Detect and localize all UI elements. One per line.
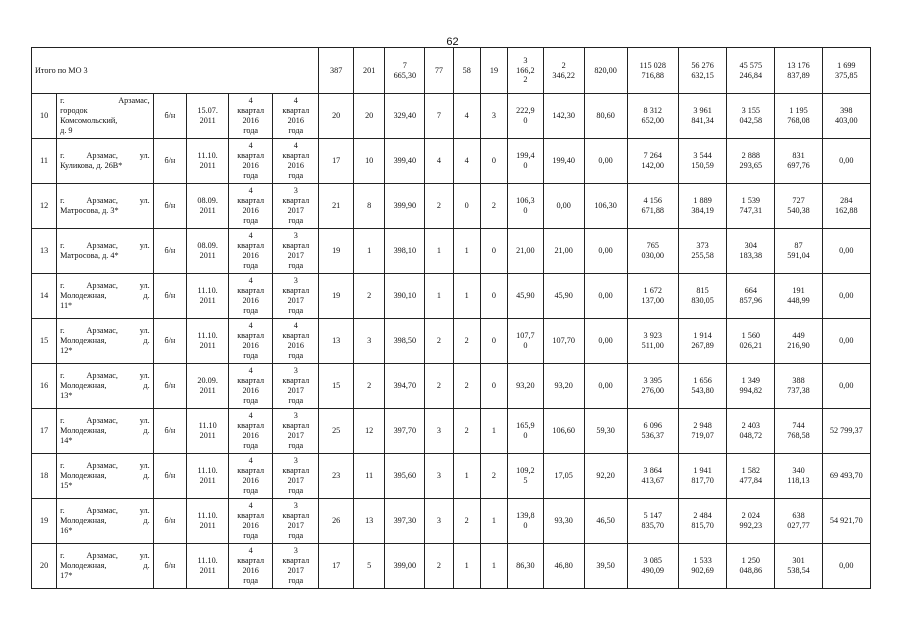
cost-total: 765 030,00 — [627, 229, 678, 274]
residents-total: 23 — [319, 454, 354, 499]
cost-total: 1 672 137,00 — [627, 274, 678, 319]
total-area-total: 7 665,30 — [385, 48, 425, 94]
residents-total: 25 — [319, 409, 354, 454]
cost-federal: 2 948 719,07 — [678, 409, 726, 454]
cost-local: 638 027,77 — [775, 499, 822, 544]
cost-total: 6 096 536,37 — [627, 409, 678, 454]
row-number: 10 — [32, 94, 57, 139]
cost-federal: 815 830,05 — [678, 274, 726, 319]
area-resettled: 199,4 0 — [508, 139, 544, 184]
document-date: 08.09. 2011 — [187, 184, 229, 229]
cost-regional: 3 155 042,58 — [727, 94, 775, 139]
row-number: 12 — [32, 184, 57, 229]
cost-regional: 2 024 992,23 — [727, 499, 775, 544]
total-flats-total: 77 — [425, 48, 453, 94]
flats-total: 2 — [425, 544, 453, 589]
table-row — [32, 319, 871, 364]
address-cell: г. Арзамас, ул. Молодежная, д. 16* — [57, 499, 153, 544]
residents-resettled: 13 — [353, 499, 384, 544]
cost-total: 3 864 413,67 — [627, 454, 678, 499]
planned-end: 3 квартал 2017 года — [273, 499, 319, 544]
residents-resettled: 1 — [353, 229, 384, 274]
residents-resettled: 2 — [353, 274, 384, 319]
document-number: б/н — [153, 184, 187, 229]
document-date: 15.07. 2011 — [187, 94, 229, 139]
cost-total: 5 147 835,70 — [627, 499, 678, 544]
flats-private: 2 — [453, 499, 480, 544]
cost-regional: 304 183,38 — [727, 229, 775, 274]
total-cost-total: 115 028 716,88 — [627, 48, 678, 94]
total-area-municipal: 820,00 — [584, 48, 627, 94]
document-date: 11.10. 2011 — [187, 454, 229, 499]
cost-federal: 3 961 841,34 — [678, 94, 726, 139]
address-cell: г. Арзамас, ул. Молодежная, д. 17* — [57, 544, 153, 589]
document-date: 11.10. 2011 — [187, 499, 229, 544]
residents-resettled: 20 — [353, 94, 384, 139]
residents-total: 17 — [319, 544, 354, 589]
flats-private: 4 — [453, 94, 480, 139]
total-area-resettled: 3 166,2 2 — [508, 48, 544, 94]
area-total: 398,50 — [385, 319, 425, 364]
flats-municipal: 0 — [480, 229, 507, 274]
area-resettled: 107,7 0 — [508, 319, 544, 364]
flats-total: 7 — [425, 94, 453, 139]
table-row — [32, 139, 871, 184]
planned-end: 3 квартал 2017 года — [273, 274, 319, 319]
total-flats-private: 58 — [453, 48, 480, 94]
area-total: 395,60 — [385, 454, 425, 499]
cost-local: 744 768,58 — [775, 409, 822, 454]
document-date: 11.10. 2011 — [187, 319, 229, 364]
flats-total: 3 — [425, 499, 453, 544]
planned-end: 3 квартал 2017 года — [273, 409, 319, 454]
cost-regional: 1 539 747,31 — [727, 184, 775, 229]
cost-local: 301 538,54 — [775, 544, 822, 589]
cost-local: 87 591,04 — [775, 229, 822, 274]
document-date: 11.10. 2011 — [187, 139, 229, 184]
cost-local: 1 195 768,08 — [775, 94, 822, 139]
flats-total: 4 — [425, 139, 453, 184]
area-private: 0,00 — [543, 184, 584, 229]
area-municipal: 92,20 — [584, 454, 627, 499]
cost-total: 3 923 511,00 — [627, 319, 678, 364]
area-private: 142,30 — [543, 94, 584, 139]
flats-total: 1 — [425, 274, 453, 319]
table-row — [32, 274, 871, 319]
area-total: 329,40 — [385, 94, 425, 139]
residents-resettled: 5 — [353, 544, 384, 589]
cost-regional: 2 403 048,72 — [727, 409, 775, 454]
row-number: 20 — [32, 544, 57, 589]
area-total: 399,90 — [385, 184, 425, 229]
address-cell: г. Арзамас, ул. Куликова, д. 26В* — [57, 139, 153, 184]
area-municipal: 0,00 — [584, 319, 627, 364]
address-cell: г. Арзамас, ул. Молодежная, д. 14* — [57, 409, 153, 454]
cost-local: 388 737,38 — [775, 364, 822, 409]
cost-extra: 398 403,00 — [822, 94, 870, 139]
area-resettled: 165,9 0 — [508, 409, 544, 454]
planned-start: 4 квартал 2016 года — [229, 274, 273, 319]
flats-municipal: 2 — [480, 184, 507, 229]
flats-total: 3 — [425, 454, 453, 499]
document-number: б/н — [153, 454, 187, 499]
document-number: б/н — [153, 94, 187, 139]
planned-start: 4 квартал 2016 года — [229, 499, 273, 544]
cost-total: 3 395 276,00 — [627, 364, 678, 409]
residents-resettled: 12 — [353, 409, 384, 454]
residents-total: 13 — [319, 319, 354, 364]
area-private: 106,60 — [543, 409, 584, 454]
area-total: 390,10 — [385, 274, 425, 319]
document-number: б/н — [153, 229, 187, 274]
area-total: 397,70 — [385, 409, 425, 454]
residents-resettled: 11 — [353, 454, 384, 499]
cost-extra: 0,00 — [822, 274, 870, 319]
area-resettled: 45,90 — [508, 274, 544, 319]
area-municipal: 80,60 — [584, 94, 627, 139]
total-cost-extra: 1 699 375,85 — [822, 48, 870, 94]
planned-end: 3 квартал 2017 года — [273, 229, 319, 274]
address-cell: г. Арзамас, ул. Матросова, д. 4* — [57, 229, 153, 274]
area-private: 46,80 — [543, 544, 584, 589]
area-municipal: 0,00 — [584, 139, 627, 184]
planned-end: 3 квартал 2017 года — [273, 364, 319, 409]
area-municipal: 59,30 — [584, 409, 627, 454]
area-resettled: 21,00 — [508, 229, 544, 274]
document-date: 08.09. 2011 — [187, 229, 229, 274]
row-number: 14 — [32, 274, 57, 319]
document-number: б/н — [153, 139, 187, 184]
cost-extra: 284 162,88 — [822, 184, 870, 229]
area-total: 398,10 — [385, 229, 425, 274]
area-private: 45,90 — [543, 274, 584, 319]
cost-regional: 1 250 048,86 — [727, 544, 775, 589]
cost-extra: 52 799,37 — [822, 409, 870, 454]
cost-extra: 0,00 — [822, 364, 870, 409]
cost-federal: 1 656 543,80 — [678, 364, 726, 409]
residents-total: 21 — [319, 184, 354, 229]
table-row — [32, 454, 871, 499]
table-row — [32, 409, 871, 454]
flats-municipal: 0 — [480, 139, 507, 184]
residents-resettled: 2 — [353, 364, 384, 409]
total-label: Итого по МО 3 — [32, 48, 319, 94]
area-private: 199,40 — [543, 139, 584, 184]
document-number: б/н — [153, 274, 187, 319]
cost-regional: 1 582 477,84 — [727, 454, 775, 499]
row-number: 15 — [32, 319, 57, 364]
area-private: 93,30 — [543, 499, 584, 544]
cost-extra: 0,00 — [822, 319, 870, 364]
residents-total: 19 — [319, 229, 354, 274]
flats-private: 1 — [453, 274, 480, 319]
planned-start: 4 квартал 2016 года — [229, 229, 273, 274]
total-area-private: 2 346,22 — [543, 48, 584, 94]
document-date: 11.10. 2011 — [187, 544, 229, 589]
cost-total: 3 085 490,09 — [627, 544, 678, 589]
cost-federal: 1 941 817,70 — [678, 454, 726, 499]
cost-regional: 1 560 026,21 — [727, 319, 775, 364]
document-number: б/н — [153, 364, 187, 409]
cost-regional: 2 888 293,65 — [727, 139, 775, 184]
cost-federal: 373 255,58 — [678, 229, 726, 274]
planned-end: 3 квартал 2017 года — [273, 454, 319, 499]
row-number: 18 — [32, 454, 57, 499]
flats-private: 1 — [453, 544, 480, 589]
table-row — [32, 499, 871, 544]
flats-private: 2 — [453, 319, 480, 364]
residents-total: 17 — [319, 139, 354, 184]
planned-start: 4 квартал 2016 года — [229, 319, 273, 364]
cost-federal: 2 484 815,70 — [678, 499, 726, 544]
flats-municipal: 0 — [480, 364, 507, 409]
cost-total: 4 156 671,88 — [627, 184, 678, 229]
planned-end: 4 квартал 2016 года — [273, 319, 319, 364]
planned-start: 4 квартал 2016 года — [229, 544, 273, 589]
area-total: 394,70 — [385, 364, 425, 409]
area-municipal: 46,50 — [584, 499, 627, 544]
planned-end: 3 квартал 2017 года — [273, 544, 319, 589]
planned-start: 4 квартал 2016 года — [229, 94, 273, 139]
residents-resettled: 10 — [353, 139, 384, 184]
cost-total: 8 312 652,00 — [627, 94, 678, 139]
total-cost-federal: 56 276 632,15 — [678, 48, 726, 94]
area-resettled: 93,20 — [508, 364, 544, 409]
area-resettled: 86,30 — [508, 544, 544, 589]
flats-municipal: 1 — [480, 499, 507, 544]
cost-extra: 0,00 — [822, 139, 870, 184]
residents-total: 26 — [319, 499, 354, 544]
cost-local: 191 448,99 — [775, 274, 822, 319]
flats-municipal: 2 — [480, 454, 507, 499]
area-private: 93,20 — [543, 364, 584, 409]
area-private: 17,05 — [543, 454, 584, 499]
area-total: 399,40 — [385, 139, 425, 184]
document-number: б/н — [153, 499, 187, 544]
cost-extra: 54 921,70 — [822, 499, 870, 544]
flats-municipal: 1 — [480, 409, 507, 454]
area-private: 107,70 — [543, 319, 584, 364]
cost-federal: 1 914 267,89 — [678, 319, 726, 364]
address-cell: г. Арзамас, ул. Молодежная, д. 15* — [57, 454, 153, 499]
row-number: 11 — [32, 139, 57, 184]
planned-start: 4 квартал 2016 года — [229, 364, 273, 409]
cost-total: 7 264 142,00 — [627, 139, 678, 184]
address-cell: г. Арзамас, ул. Молодежная, д. 13* — [57, 364, 153, 409]
cost-federal: 1 889 384,19 — [678, 184, 726, 229]
total-cost-regional: 45 575 246,84 — [727, 48, 775, 94]
flats-total: 2 — [425, 184, 453, 229]
flats-private: 2 — [453, 409, 480, 454]
cost-regional: 664 857,96 — [727, 274, 775, 319]
table-row — [32, 229, 871, 274]
housing-table — [31, 47, 871, 589]
cost-local: 449 216,90 — [775, 319, 822, 364]
cost-federal: 3 544 150,59 — [678, 139, 726, 184]
flats-private: 1 — [453, 454, 480, 499]
cost-local: 727 540,38 — [775, 184, 822, 229]
address-cell: г. Арзамас, ул. Матросова, д. 3* — [57, 184, 153, 229]
residents-total: 20 — [319, 94, 354, 139]
area-municipal: 106,30 — [584, 184, 627, 229]
flats-municipal: 0 — [480, 319, 507, 364]
area-municipal: 0,00 — [584, 274, 627, 319]
row-number: 16 — [32, 364, 57, 409]
planned-end: 4 квартал 2016 года — [273, 139, 319, 184]
table-row — [32, 184, 871, 229]
planned-start: 4 квартал 2016 года — [229, 184, 273, 229]
document-number: б/н — [153, 544, 187, 589]
area-municipal: 39,50 — [584, 544, 627, 589]
planned-start: 4 квартал 2016 года — [229, 409, 273, 454]
residents-total: 19 — [319, 274, 354, 319]
address-cell: г. Арзамас, ул. Молодежная, д. 11* — [57, 274, 153, 319]
area-municipal: 0,00 — [584, 229, 627, 274]
table-row — [32, 544, 871, 589]
area-resettled: 222,9 0 — [508, 94, 544, 139]
row-number: 19 — [32, 499, 57, 544]
area-total: 399,00 — [385, 544, 425, 589]
address-cell: г. Арзамас, ул. Молодежная, д. 12* — [57, 319, 153, 364]
planned-end: 4 квартал 2016 года — [273, 94, 319, 139]
cost-local: 340 118,13 — [775, 454, 822, 499]
document-date: 11.10 2011 — [187, 409, 229, 454]
flats-total: 2 — [425, 319, 453, 364]
flats-municipal: 3 — [480, 94, 507, 139]
total-residents-resettled: 201 — [353, 48, 384, 94]
flats-municipal: 1 — [480, 544, 507, 589]
flats-municipal: 0 — [480, 274, 507, 319]
area-total: 397,30 — [385, 499, 425, 544]
table-row — [32, 364, 871, 409]
table-row — [32, 94, 871, 139]
residents-total: 15 — [319, 364, 354, 409]
planned-start: 4 квартал 2016 года — [229, 139, 273, 184]
planned-end: 3 квартал 2017 года — [273, 184, 319, 229]
flats-private: 2 — [453, 364, 480, 409]
total-cost-local: 13 176 837,89 — [775, 48, 822, 94]
cost-federal: 1 533 902,69 — [678, 544, 726, 589]
flats-total: 1 — [425, 229, 453, 274]
flats-private: 1 — [453, 229, 480, 274]
cost-regional: 1 349 994,82 — [727, 364, 775, 409]
area-municipal: 0,00 — [584, 364, 627, 409]
cost-extra: 0,00 — [822, 544, 870, 589]
total-residents-total: 387 — [319, 48, 354, 94]
flats-total: 3 — [425, 409, 453, 454]
row-number: 17 — [32, 409, 57, 454]
document-number: б/н — [153, 319, 187, 364]
document-date: 11.10. 2011 — [187, 274, 229, 319]
total-flats-municipal: 19 — [480, 48, 507, 94]
page-number: 62 — [446, 36, 459, 48]
document-date: 20.09. 2011 — [187, 364, 229, 409]
residents-resettled: 8 — [353, 184, 384, 229]
row-number: 13 — [32, 229, 57, 274]
cost-extra: 69 493,70 — [822, 454, 870, 499]
flats-total: 2 — [425, 364, 453, 409]
cost-local: 831 697,76 — [775, 139, 822, 184]
total-row — [32, 48, 871, 94]
address-cell: г. Арзамас, городок Комсомольский, д. 9 — [57, 94, 153, 139]
area-private: 21,00 — [543, 229, 584, 274]
area-resettled: 106,3 0 — [508, 184, 544, 229]
area-resettled: 109,2 5 — [508, 454, 544, 499]
flats-private: 0 — [453, 184, 480, 229]
document-number: б/н — [153, 409, 187, 454]
area-resettled: 139,8 0 — [508, 499, 544, 544]
flats-private: 4 — [453, 139, 480, 184]
residents-resettled: 3 — [353, 319, 384, 364]
cost-extra: 0,00 — [822, 229, 870, 274]
planned-start: 4 квартал 2016 года — [229, 454, 273, 499]
